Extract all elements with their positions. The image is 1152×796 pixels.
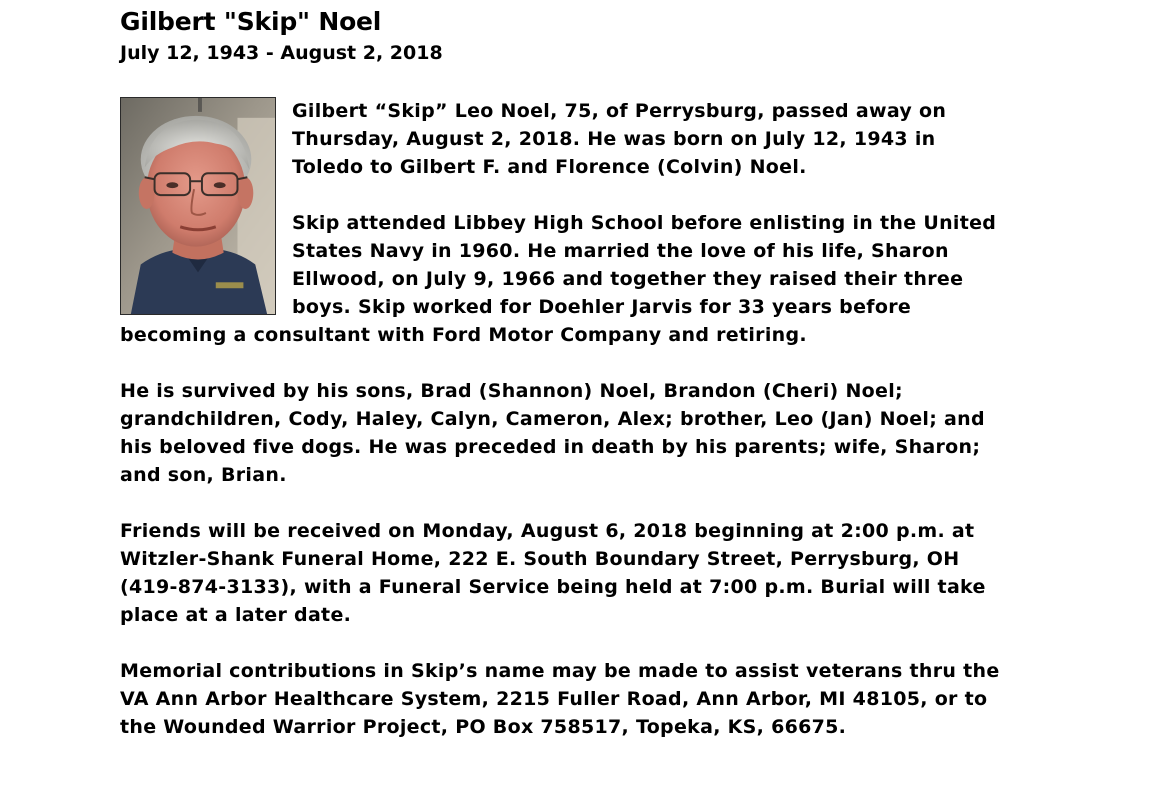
obituary-document (120, 6, 1000, 769)
paragraph-services: Friends will be received on Monday, August 6, 2018 beginning at 2:00 p.m. at Witzler-Shank Funeral Home, 222 E. South Boundary Street, Perrysburg, OH (419-874-3133), with a Funeral Service being held at 7:00 p.m. Burial will take place at a later date. (120, 520, 986, 626)
paragraph-survivors: He is survived by his sons, Brad (Shannon) Noel, Brandon (Cheri) Noel; grandchildren, Cody, Haley, Calyn, Cameron, Alex; brother, Leo (Jan) Noel; and his beloved five dogs. He was preceded in death by his parents; wife, Sharon; and son, Brian. (120, 380, 985, 486)
paragraph-life: Skip attended Libbey High School before enlisting in the United States Navy in 1960. He married the love of his life, Sharon Ellwood, on July 9, 1966 and together they raised their three boys. Skip worked for Doehler Jarvis for 33 years before becoming a consultant with Ford Motor Company and retiring. (120, 212, 997, 346)
portrait-photo (120, 97, 276, 315)
portrait-illustration (121, 98, 275, 314)
obituary-title: Gilbert "Skip" Noel (120, 7, 382, 36)
obituary-dates: July 12, 1943 - August 2, 2018 (120, 42, 443, 64)
paragraph-intro: Gilbert “Skip” Leo Noel, 75, of Perrysburg, passed away on Thursday, August 2, 2018. He was born on July 12, 1943 in Toledo to Gilbert F. and Florence (Colvin) Noel. (292, 100, 947, 178)
obituary-body (120, 97, 1000, 741)
paragraph-memorials: Memorial contributions in Skip’s name may be made to assist veterans thru the VA Ann Arbor Healthcare System, 2215 Fuller Road, Ann Arbor, MI 48105, or to the Wounded Warrior Project, PO Box 758517, Topeka, KS, 66675. (120, 660, 1000, 738)
